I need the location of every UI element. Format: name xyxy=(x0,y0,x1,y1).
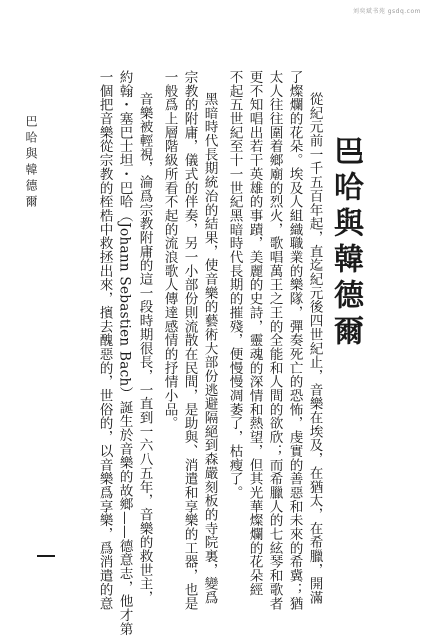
body-column-3: 太人往往圍着鄉廟的烈火，歌唱萬王之王的全能和人間的欲欣；而希臘人的七絃琴和歌者 xyxy=(266,70,283,611)
body-column-8: 一般爲上層階級所看不起的流浪歌人傳達感情的抒情小品。 xyxy=(161,70,178,431)
body-column-7: 宗教的附庸，儀式的伴奏，另一小部份則流散在民間，是助與、消遣和享樂的工器，也是 xyxy=(181,70,198,611)
running-header: 巴哈與韓德爾 xyxy=(24,115,38,211)
body-column-1: 從紀元前一千五百年起，直迄紀元後四世紀止，音樂在埃及，在猶太，在希臘，開滿 xyxy=(306,92,323,605)
body-column-4: 更不知唱出若干英雄的事蹟，美麗的史詩，靈魂的深情和熱望，但其光華燦爛的花朵經 xyxy=(246,70,263,597)
body-column-9: 音樂被輕視，淪爲宗教附庸的這一段時期很長，一直到一六八五年，音樂的救世主， xyxy=(136,92,153,605)
body-column-11: 一個把音樂從宗教的桎梏中救拯出來，擯去醜惡的，世俗的，以音樂爲享樂，爲消遣的意 xyxy=(96,70,113,611)
page-number-mark xyxy=(37,555,55,557)
chapter-title: 巴哈與韓德爾 xyxy=(328,135,363,351)
watermark: 刘奕斌书苑 gsdq.com xyxy=(352,8,421,15)
body-column-2: 了燦爛的花朵。埃及人組織職業的樂隊，彈奏死亡的恐怖，虔實的善惡和未來的希冀；猶 xyxy=(286,70,303,611)
body-column-5: 不起五世紀至十一世紀黑暗時代長期的摧殘，便慢慢凋萎了，枯瘦了。 xyxy=(226,70,243,500)
body-column-10: 約翰・塞巴士坦・巴哈（Johann Sebastien Bach）誕生於音樂的故鄉——德意志，他才第 xyxy=(116,70,133,636)
body-column-6: 黑暗時代長期統治的結果，使音樂的藝術大部份逃避隔絕到森嚴刻板的寺院裏，變爲 xyxy=(201,92,218,605)
